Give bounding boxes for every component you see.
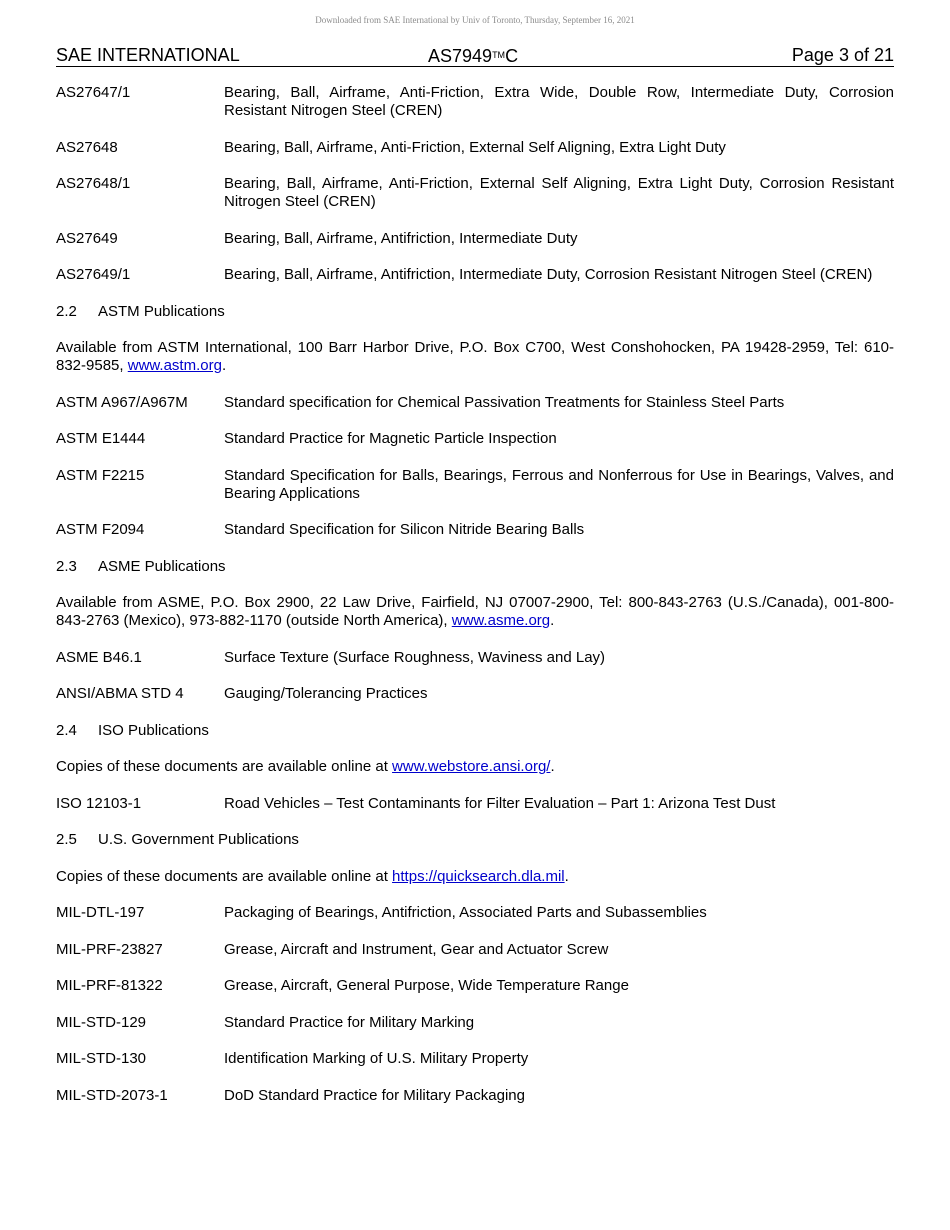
- reference-title: Road Vehicles – Test Contaminants for Filter Evaluation – Part 1: Arizona Test Dust: [224, 794, 776, 812]
- reference-entry: [56, 941, 894, 959]
- reference-entry: [56, 84, 894, 120]
- reference-entry: [56, 139, 894, 157]
- reference-entry: [56, 266, 894, 284]
- section-title: ISO Publications: [98, 721, 209, 739]
- reference-title: Bearing, Ball, Airframe, Antifriction, Intermediate Duty: [224, 229, 578, 247]
- reference-code: ASTM A967/A967M: [56, 393, 188, 411]
- reference-title: Bearing, Ball, Airframe, Anti-Friction, Extra Wide, Double Row, Intermediate Duty, Corrosion Resistant Nitrogen Steel (CREN): [224, 84, 894, 119]
- reference-code: AS27648/1: [56, 175, 131, 192]
- section-number: 2.5: [56, 831, 77, 848]
- reference-entry: [56, 394, 894, 412]
- reference-entry: [56, 230, 894, 248]
- reference-entry: [56, 1014, 894, 1032]
- reference-title: Bearing, Ball, Airframe, Anti-Friction, External Self Aligning, Extra Light Duty: [224, 138, 726, 156]
- reference-entry: [56, 904, 894, 922]
- reference-entry: [56, 649, 894, 667]
- download-watermark: Downloaded from SAE International by Univ of Toronto, Thursday, September 16, 2021: [315, 15, 635, 25]
- reference-title: Standard specification for Chemical Passivation Treatments for Stainless Steel Parts: [224, 393, 785, 411]
- publisher-name: SAE INTERNATIONAL: [56, 45, 240, 65]
- reference-entry: [56, 430, 894, 448]
- reference-title: Grease, Aircraft and Instrument, Gear and Actuator Screw: [224, 940, 609, 958]
- reference-title: Bearing, Ball, Airframe, Anti-Friction, External Self Aligning, Extra Light Duty, Corrosion Resistant Nitrogen Steel (CREN): [224, 175, 894, 210]
- reference-title: Surface Texture (Surface Roughness, Waviness and Lay): [224, 648, 606, 666]
- reference-code: ASTM F2094: [56, 521, 145, 538]
- reference-title: Standard Practice for Military Marking: [224, 1013, 475, 1031]
- reference-title: Gauging/Tolerancing Practices: [224, 685, 428, 702]
- reference-code: AS27647/1: [56, 84, 131, 101]
- section-number: 2.3: [56, 557, 77, 575]
- section-heading-gov: [56, 831, 894, 849]
- section-title: ASME Publications: [98, 557, 226, 575]
- reference-entry: [56, 795, 894, 813]
- reference-entry: [56, 1087, 894, 1105]
- page-header: [56, 44, 894, 67]
- section-heading-astm: [56, 303, 894, 321]
- reference-title: Bearing, Ball, Airframe, Antifriction, Intermediate Duty, Corrosion Resistant Nitrogen Steel (CREN): [224, 266, 873, 283]
- quicksearch-link[interactable]: https://quicksearch.dla.mil: [392, 867, 565, 885]
- reference-entry: [56, 685, 894, 703]
- reference-code: ASTM F2215: [56, 466, 145, 484]
- reference-entry: [56, 1050, 894, 1068]
- reference-entry: [56, 521, 894, 539]
- section-number: 2.4: [56, 721, 77, 739]
- section-heading-asme: [56, 558, 894, 576]
- reference-code: ASTM E1444: [56, 430, 146, 447]
- page-number: Page 3 of 21: [791, 45, 894, 65]
- reference-code: ISO 12103-1: [56, 794, 142, 812]
- availability-paragraph-astm: Available from ASTM International, 100 Barr Harbor Drive, P.O. Box C700, West Conshohocken, PA 19428-2959, Tel: 610-832-9585, www.astm.org.: [56, 339, 894, 374]
- reference-title: DoD Standard Practice for Military Packaging: [224, 1086, 525, 1104]
- reference-code: AS27649/1: [56, 266, 131, 283]
- reference-code: MIL-STD-2073-1: [56, 1086, 168, 1104]
- reference-code: MIL-PRF-23827: [56, 940, 163, 958]
- reference-title: Standard Specification for Balls, Bearings, Ferrous and Nonferrous for Use in Bearings, Valves, and Bearing Applications: [224, 466, 894, 502]
- availability-paragraph-gov: Copies of these documents are available online at https://quicksearch.dla.mil.: [56, 867, 569, 885]
- reference-code: MIL-DTL-197: [56, 904, 145, 921]
- section-title: ASTM Publications: [98, 302, 225, 320]
- reference-title: Standard Practice for Magnetic Particle Inspection: [224, 430, 557, 447]
- availability-paragraph-asme: Available from ASME, P.O. Box 2900, 22 Law Drive, Fairfield, NJ 07007-2900, Tel: 800-843-2763 (U.S./Canada), 001-800-843-2763 (Mexico), 973-882-1170 (outside North America), www.asme.org.: [56, 594, 894, 629]
- astm-link[interactable]: www.astm.org: [127, 357, 222, 374]
- reference-code: AS27649: [56, 229, 118, 247]
- reference-entry: [56, 977, 894, 995]
- reference-entry: [56, 175, 894, 211]
- reference-code: AS27648: [56, 138, 118, 156]
- reference-code: ANSI/ABMA STD 4: [56, 685, 184, 702]
- section-heading-iso: [56, 722, 894, 740]
- availability-paragraph-iso: Copies of these documents are available online at www.webstore.ansi.org/.: [56, 758, 555, 775]
- reference-code: MIL-STD-130: [56, 1050, 147, 1067]
- reference-code: MIL-STD-129: [56, 1013, 147, 1031]
- reference-code: ASME B46.1: [56, 648, 142, 666]
- document-number: AS7949™C: [428, 46, 519, 66]
- reference-title: Standard Specification for Silicon Nitride Bearing Balls: [224, 521, 585, 538]
- section-number: 2.2: [56, 302, 77, 320]
- reference-title: Packaging of Bearings, Antifriction, Associated Parts and Subassemblies: [224, 904, 707, 921]
- reference-title: Grease, Aircraft, General Purpose, Wide Temperature Range: [224, 977, 629, 994]
- ansi-webstore-link[interactable]: www.webstore.ansi.org/: [392, 758, 551, 775]
- asme-link[interactable]: www.asme.org: [451, 612, 551, 629]
- references-body: [56, 84, 894, 1123]
- reference-title: Identification Marking of U.S. Military Property: [224, 1050, 529, 1067]
- reference-entry: [56, 467, 894, 503]
- section-title: U.S. Government Publications: [98, 831, 299, 848]
- reference-code: MIL-PRF-81322: [56, 977, 163, 994]
